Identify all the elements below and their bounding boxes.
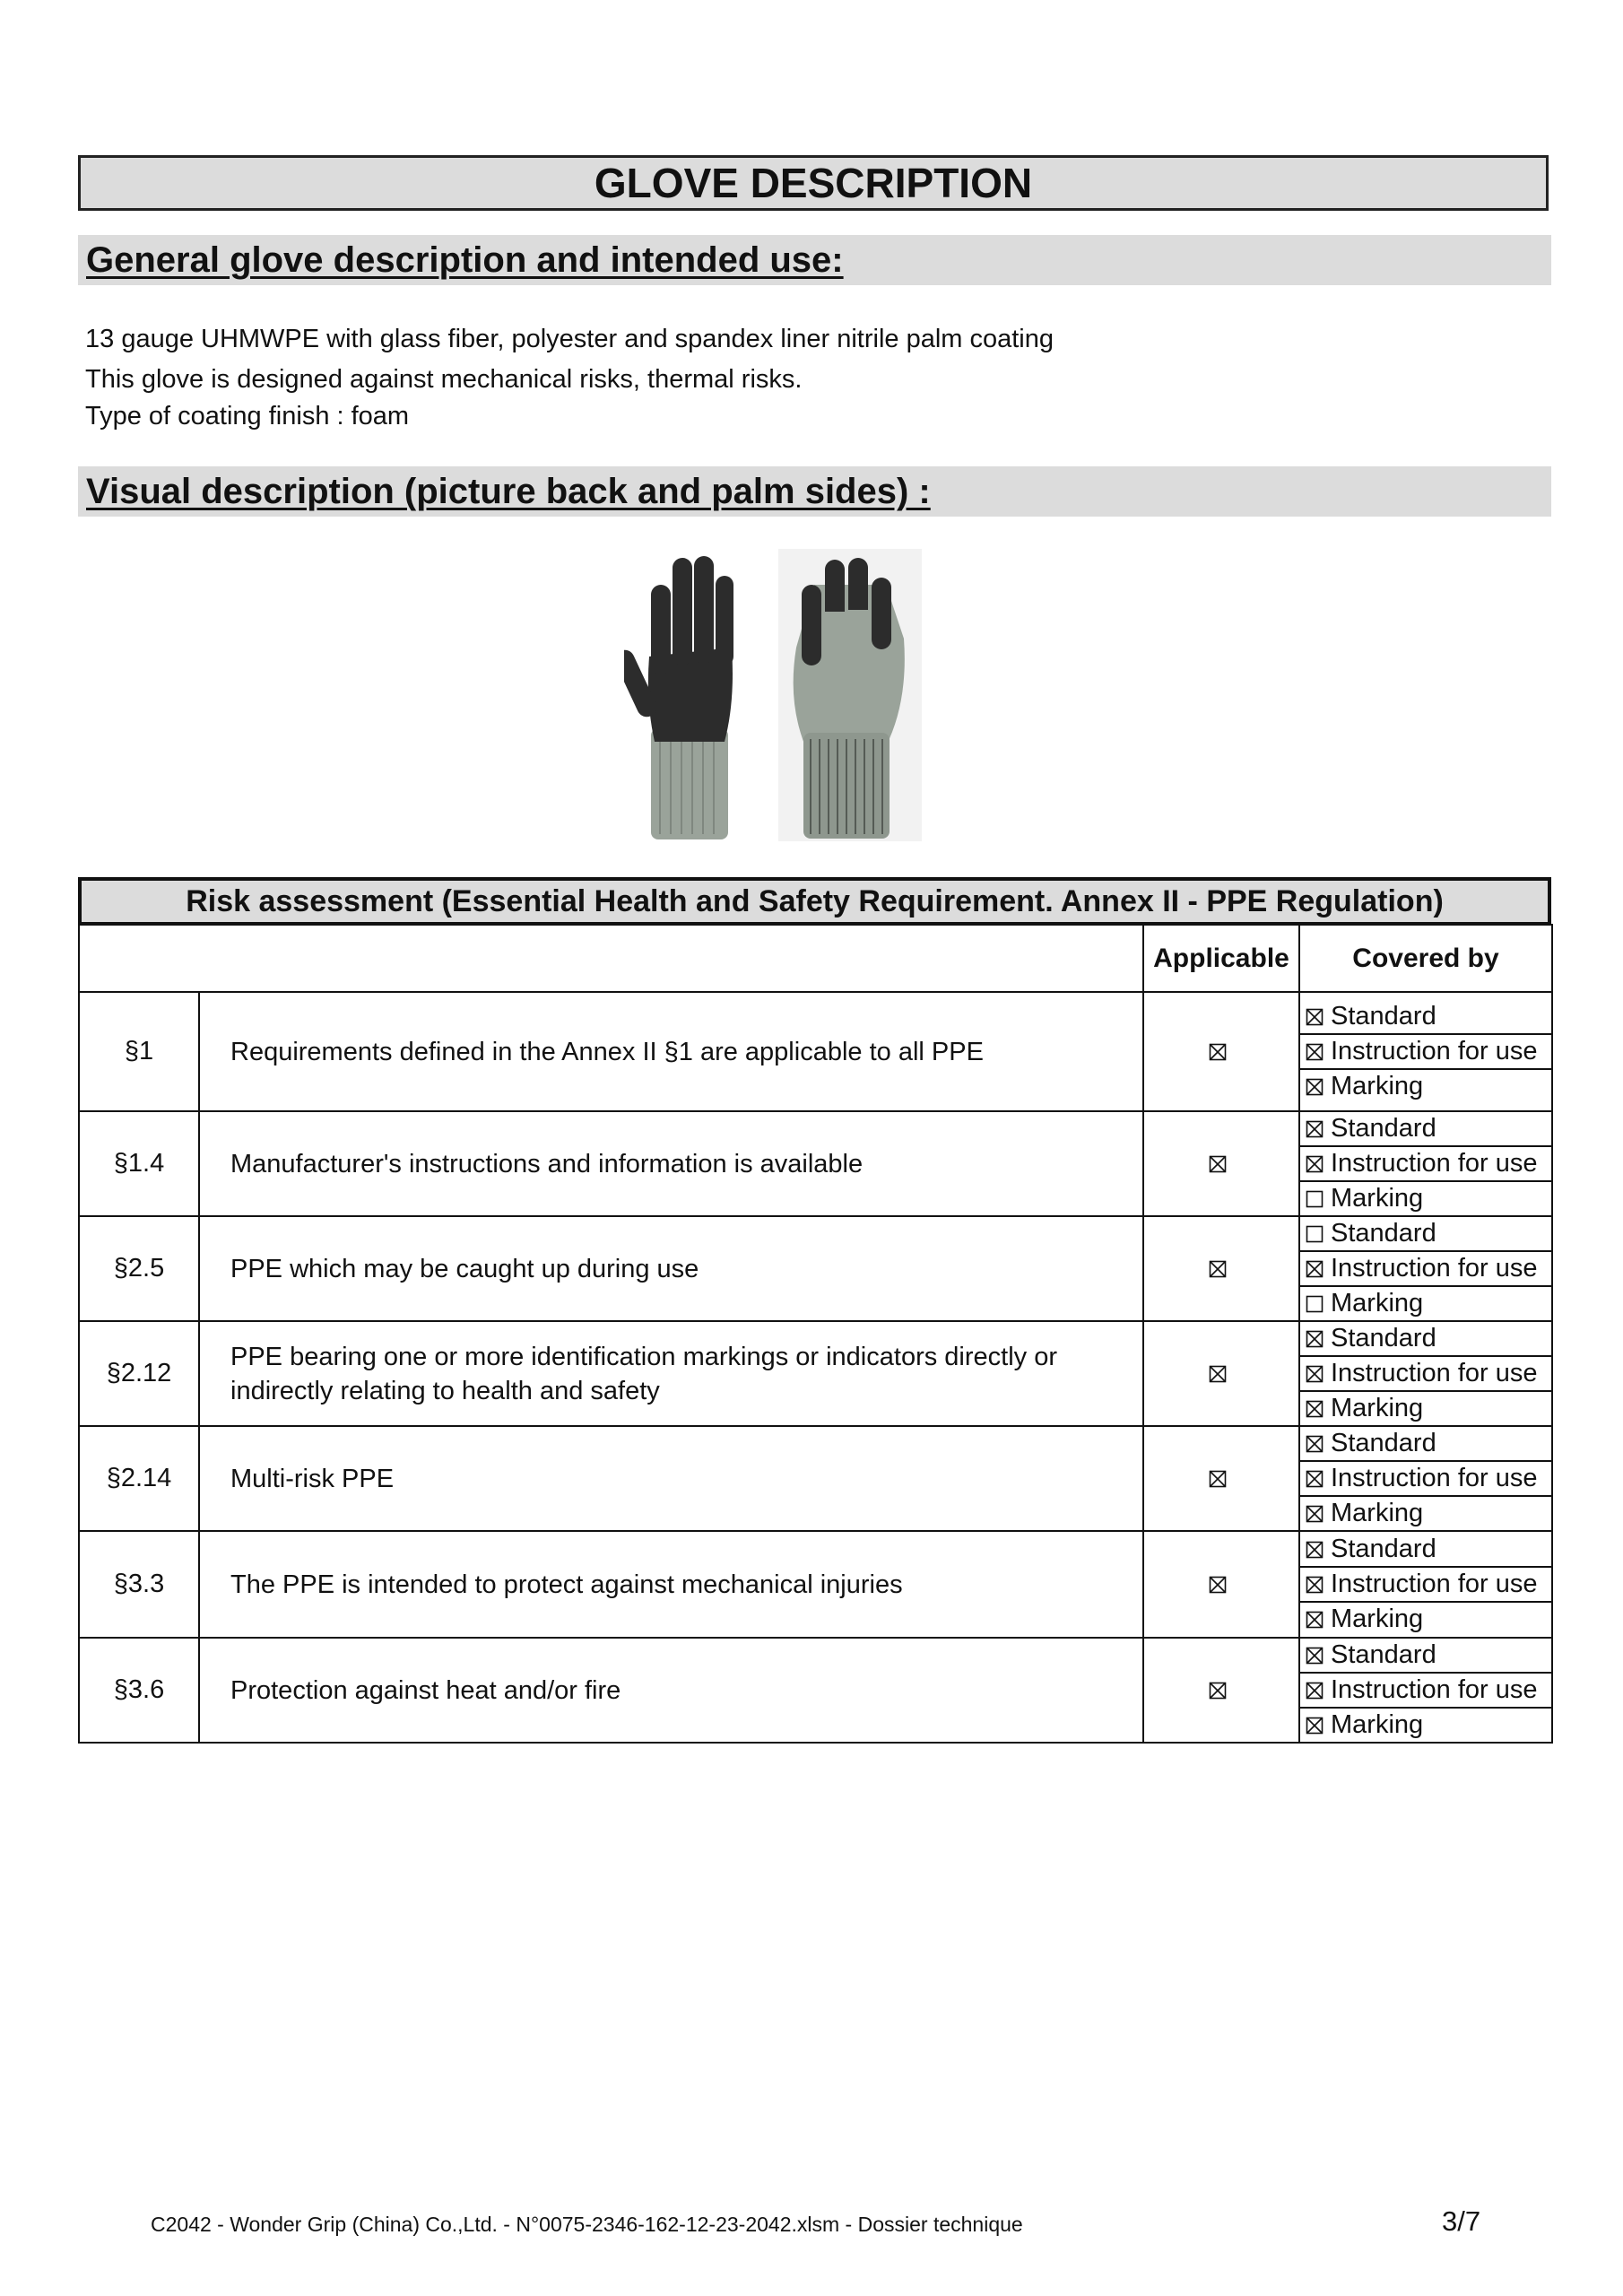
applicable-column-header: Applicable (1143, 925, 1299, 992)
general-description-heading (78, 235, 1551, 285)
checked-box-icon (1306, 1400, 1324, 1418)
covered-by-item (1300, 1709, 1551, 1742)
covered-by-item (1300, 1462, 1551, 1497)
covered-by-item (1300, 1252, 1551, 1287)
footer-document-reference: C2042 - Wonder Grip (China) Co.,Ltd. - N°0075-2346-162-12-23-2042.xlsm - Dossier technique (151, 2213, 1023, 2236)
checked-box-icon (1306, 1365, 1324, 1383)
applicable-cell (1143, 1216, 1299, 1321)
unchecked-box-icon (1306, 1190, 1324, 1208)
covered-by-item (1300, 1147, 1551, 1182)
risk-table-row (79, 1111, 1552, 1216)
risk-table-row (79, 992, 1552, 1111)
covered-by-label: Standard (1331, 1219, 1436, 1248)
unchecked-box-icon (1306, 1225, 1324, 1243)
checked-box-icon (1209, 1470, 1227, 1488)
covered-by-label: Instruction for use (1331, 1037, 1538, 1065)
covered-by-label: Instruction for use (1331, 1359, 1538, 1387)
covered-by-label: Marking (1331, 1605, 1424, 1633)
description-line-2: This glove is designed against mechanical risks, thermal risks. (85, 365, 803, 394)
covered-by-cell (1299, 1111, 1552, 1216)
checked-box-icon (1306, 1435, 1324, 1453)
section-number: §2.14 (79, 1426, 199, 1531)
covered-by-label: Standard (1331, 1114, 1436, 1143)
checked-box-icon (1306, 1120, 1324, 1138)
requirement-text: The PPE is intended to protect against mechanical injuries (199, 1531, 1143, 1638)
covered-by-cell (1299, 1216, 1552, 1321)
checked-box-icon (1209, 1043, 1227, 1061)
covered-by-label: Instruction for use (1331, 1254, 1538, 1283)
checked-box-icon (1306, 1260, 1324, 1278)
applicable-cell (1143, 1531, 1299, 1638)
requirement-text: Multi-risk PPE (199, 1426, 1143, 1531)
checked-box-icon (1306, 1008, 1324, 1026)
covered-by-item (1300, 1568, 1551, 1603)
checked-box-icon (1306, 1682, 1324, 1700)
covered-by-item (1300, 1427, 1551, 1462)
covered-by-label: Marking (1331, 1394, 1424, 1422)
covered-by-label: Marking (1331, 1289, 1424, 1318)
page-number: 3/7 (1442, 2205, 1481, 2237)
applicable-cell (1143, 1426, 1299, 1531)
unchecked-box-icon (1306, 1295, 1324, 1313)
covered-by-item (1300, 1322, 1551, 1357)
checked-box-icon (1306, 1470, 1324, 1488)
applicable-cell (1143, 992, 1299, 1111)
checked-box-icon (1209, 1576, 1227, 1594)
header-blank-cell (79, 925, 1143, 992)
risk-table-header-row (79, 925, 1552, 992)
checked-box-icon (1306, 1330, 1324, 1348)
covered-by-label: Marking (1331, 1184, 1424, 1213)
glove-back-image (624, 549, 754, 841)
covered-by-cell (1299, 1426, 1552, 1531)
covered-by-item (1300, 1603, 1551, 1636)
covered-by-item (1300, 1392, 1551, 1425)
covered-by-item (1300, 1674, 1551, 1709)
covered-by-label: Standard (1331, 1640, 1436, 1669)
checked-box-icon (1306, 1541, 1324, 1559)
covered-by-label: Marking (1331, 1072, 1424, 1100)
covered-by-label: Marking (1331, 1710, 1424, 1739)
requirement-text: Protection against heat and/or fire (199, 1638, 1143, 1743)
covered-by-item (1300, 1112, 1551, 1147)
section-number: §1.4 (79, 1111, 199, 1216)
covered-by-item (1300, 1287, 1551, 1320)
requirement-text: PPE bearing one or more identification markings or indicators directly or indirectly relating to health and safety (199, 1321, 1143, 1426)
checked-box-icon (1306, 1043, 1324, 1061)
glove-palm-image (778, 549, 922, 841)
checked-box-icon (1209, 1260, 1227, 1278)
description-line-3: Type of coating finish : foam (85, 402, 410, 430)
applicable-cell (1143, 1321, 1299, 1426)
section-number: §3.3 (79, 1531, 199, 1638)
checked-box-icon (1306, 1078, 1324, 1096)
section-number: §1 (79, 992, 199, 1111)
requirement-text: Requirements defined in the Annex II §1 are applicable to all PPE (199, 992, 1143, 1111)
risk-table-row (79, 1216, 1552, 1321)
covered-by-column-header: Covered by (1299, 925, 1552, 992)
section-number: §3.6 (79, 1638, 199, 1743)
risk-table-row (79, 1321, 1552, 1426)
covered-by-label: Instruction for use (1331, 1675, 1538, 1704)
section-number: §2.5 (79, 1216, 199, 1321)
checked-box-icon (1306, 1576, 1324, 1594)
checked-box-icon (1306, 1505, 1324, 1523)
general-description-heading-text: General glove description and intended use: (86, 240, 844, 280)
checked-box-icon (1306, 1647, 1324, 1665)
covered-by-item (1300, 1217, 1551, 1252)
risk-table-row (79, 1638, 1552, 1743)
page-title: GLOVE DESCRIPTION (78, 155, 1549, 211)
risk-table-row (79, 1426, 1552, 1531)
section-number: §2.12 (79, 1321, 199, 1426)
covered-by-cell (1299, 992, 1552, 1111)
checked-box-icon (1306, 1611, 1324, 1629)
covered-by-item (1300, 1182, 1551, 1215)
covered-by-item (1300, 1035, 1551, 1070)
checked-box-icon (1209, 1365, 1227, 1383)
covered-by-label: Standard (1331, 1429, 1436, 1457)
covered-by-label: Marking (1331, 1499, 1424, 1527)
requirement-text: PPE which may be caught up during use (199, 1216, 1143, 1321)
covered-by-item (1300, 1533, 1551, 1568)
covered-by-cell (1299, 1638, 1552, 1743)
visual-description-heading-text: Visual description (picture back and palm sides) : (86, 472, 931, 511)
applicable-cell (1143, 1111, 1299, 1216)
covered-by-label: Standard (1331, 1324, 1436, 1352)
checked-box-icon (1209, 1682, 1227, 1700)
risk-assessment-table (78, 924, 1553, 1744)
applicable-cell (1143, 1638, 1299, 1743)
covered-by-item (1300, 1070, 1551, 1103)
requirement-text: Manufacturer's instructions and information is available (199, 1111, 1143, 1216)
covered-by-label: Standard (1331, 1002, 1436, 1031)
covered-by-label: Instruction for use (1331, 1149, 1538, 1178)
checked-box-icon (1306, 1155, 1324, 1173)
covered-by-label: Instruction for use (1331, 1570, 1538, 1598)
visual-description-heading (78, 466, 1551, 517)
description-line-1: 13 gauge UHMWPE with glass fiber, polyester and spandex liner nitrile palm coating (85, 325, 1054, 353)
covered-by-item (1300, 1639, 1551, 1674)
covered-by-item (1300, 1000, 1551, 1035)
covered-by-cell (1299, 1531, 1552, 1638)
covered-by-cell (1299, 1321, 1552, 1426)
covered-by-label: Standard (1331, 1535, 1436, 1563)
risk-assessment-heading: Risk assessment (Essential Health and Safety Requirement. Annex II - PPE Regulation) (78, 877, 1551, 926)
covered-by-label: Instruction for use (1331, 1464, 1538, 1492)
covered-by-item (1300, 1357, 1551, 1392)
checked-box-icon (1306, 1717, 1324, 1735)
checked-box-icon (1209, 1155, 1227, 1173)
risk-table-row (79, 1531, 1552, 1638)
covered-by-item (1300, 1497, 1551, 1530)
